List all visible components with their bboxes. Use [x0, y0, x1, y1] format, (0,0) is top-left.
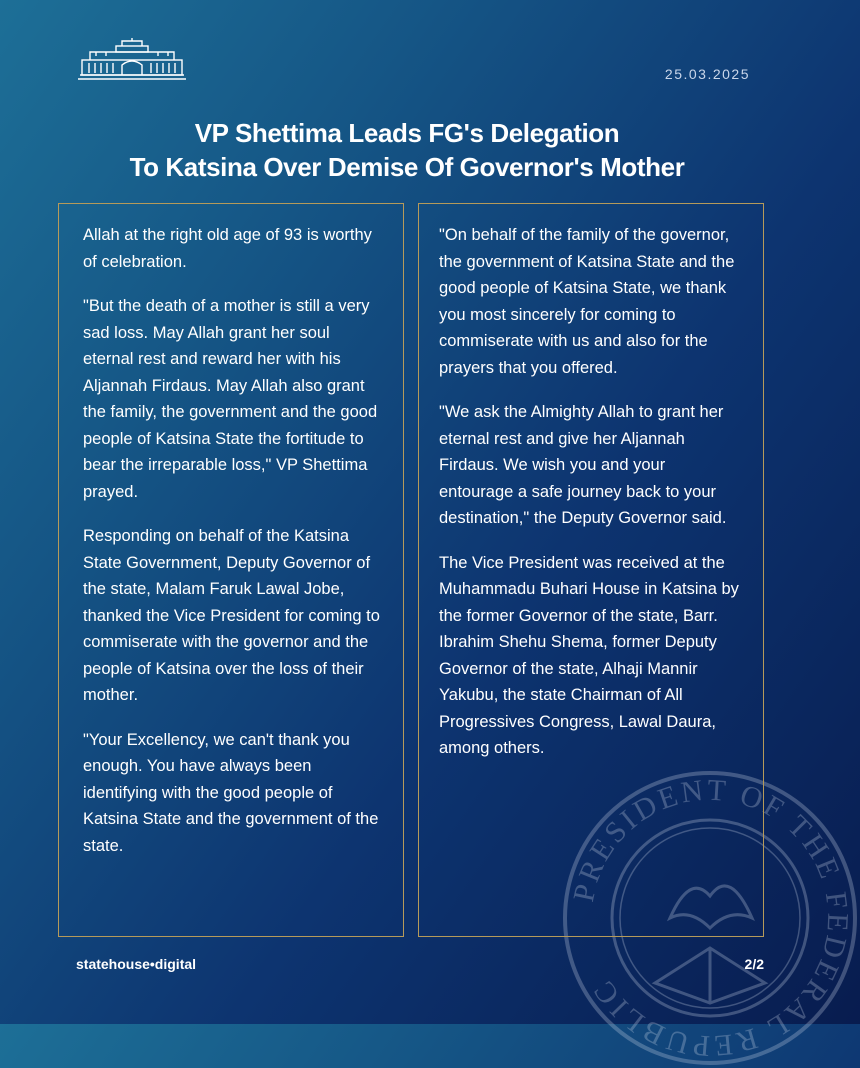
- brand-label: statehouse•digital: [76, 956, 197, 972]
- page-title: [40, 116, 774, 184]
- title-line-2: To Katsina Over Demise Of Governor's Mother: [129, 152, 685, 182]
- right-paragraph-1: "On behalf of the family of the governor, the government of Katsina State and the good people of Katsina State, we thank you most sincerely for coming to commiserate with us and also for the prayers that you offered.: [439, 226, 735, 377]
- page-indicator: 2/2: [744, 956, 764, 972]
- statehouse-building-icon: [76, 38, 188, 82]
- seal-text: PRESIDENT OF THE FEDERAL REPUBLIC: [567, 773, 855, 1063]
- left-text-panel: [58, 203, 404, 937]
- right-paragraph-3: The Vice President was received at the Muhammadu Buhari House in Katsina by the former Governor of the state, Barr. Ibrahim Shehu Shema, former Deputy Governor of the state, Alhaji Mannir Yakubu, the state Chairman of All Progressives Congress, Lawal Daura, among others.: [439, 553, 739, 757]
- right-paragraph-2: "We ask the Almighty Allah to grant her eternal rest and give her Aljannah Firdaus. We wish you and your entourage a safe journey back to your destination," the Deputy Governor said.: [439, 403, 727, 527]
- left-paragraph-3: Responding on behalf of the Katsina State Government, Deputy Governor of the state, Malam Faruk Lawal Jobe, thanked the Vice President for coming to commiserate with the governor and the people of Katsina over the loss of their mother.: [83, 527, 380, 704]
- left-paragraph-2: "But the death of a mother is still a very sad loss. May Allah grant her soul eternal rest and reward her with his Aljannah Firdaus. May Allah also grant the family, the government and the good people of Katsina State the fortitude to bear the irreparable loss," VP Shettima prayed.: [83, 297, 378, 501]
- publish-date: 25.03.2025: [664, 66, 750, 82]
- title-line-1: VP Shettima Leads FG's Delegation: [194, 118, 620, 148]
- right-text-panel: [418, 203, 764, 937]
- left-paragraph-4: "Your Excellency, we can't thank you enough. You have always been identifying with the good people of Katsina State and the government of the state.: [83, 730, 379, 855]
- left-paragraph-1: Allah at the right old age of 93 is worthy of celebration.: [83, 226, 372, 271]
